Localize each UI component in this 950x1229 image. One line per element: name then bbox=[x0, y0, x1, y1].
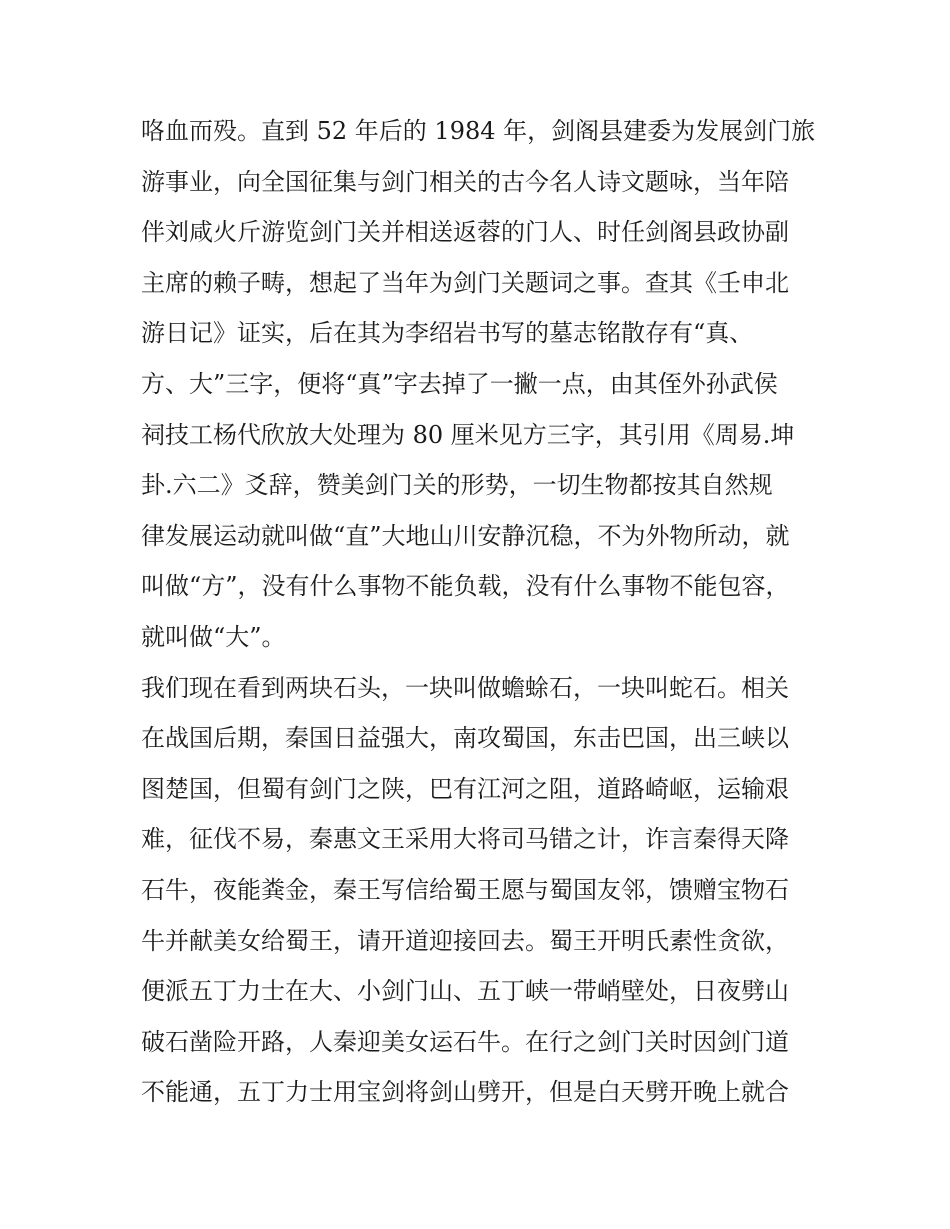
text-line-15: 难，征伐不易，秦惠文王采用大将司马错之计，诈言秦得天降 bbox=[141, 825, 789, 854]
text-line-13: 在战国后期，秦国日益强大，南攻蜀国，东击巴国，出三峡以 bbox=[141, 724, 789, 753]
text-line-10: 叫做“方”，没有什么事物不能负载，没有什么事物不能包容， bbox=[141, 572, 790, 601]
text-line-1: 咯血而殁。直到 52 年后的 1984 年，剑阁县建委为发展剑门旅 bbox=[141, 117, 816, 145]
text-line-19: 破石凿险开路，人秦迎美女运石牛。在行之剑门关时因剑门道 bbox=[141, 1027, 789, 1056]
text-line-18: 便派五丁力士在大、小剑门山、五丁峡一带峭壁处，日夜劈山 bbox=[141, 977, 789, 1006]
text-line-17: 牛并献美女给蜀王，请开道迎接回去。蜀王开明氏素性贪欲， bbox=[141, 926, 789, 955]
text-line-12: 我们现在看到两块石头，一块叫做蟾蜍石，一块叫蛇石。相关 bbox=[141, 673, 789, 702]
text-line-20: 不能通，五丁力士用宝剑将剑山劈开，但是白天劈开晚上就合 bbox=[141, 1078, 789, 1107]
text-line-9: 律发展运动就叫做“直”大地山川安静沉稳，不为外物所动，就 bbox=[141, 521, 790, 550]
text-line-11: 就叫做“大”。 bbox=[141, 622, 286, 651]
text-line-2: 游事业，向全国征集与剑门相关的古今名人诗文题咏，当年陪 bbox=[141, 167, 789, 196]
text-line-14: 图楚国，但蜀有剑门之陕，巴有江河之阻，道路崎岖，运输艰 bbox=[141, 774, 789, 803]
text-line-6: 方、大”三字，便将“真”字去掉了一撇一点，由其侄外孙武侯 bbox=[141, 369, 778, 398]
text-line-3: 伴刘咸火斤游览剑门关并相送返蓉的门人、时任剑阁县政协副 bbox=[141, 218, 789, 247]
body-text bbox=[141, 106, 821, 1118]
text-line-8: 卦.六二》爻辞，赞美剑门关的形势，一切生物都按其自然规 bbox=[141, 471, 773, 500]
text-line-16: 石牛，夜能粪金，秦王写信给蜀王愿与蜀国友邻，馈赠宝物石 bbox=[141, 875, 789, 904]
text-line-4: 主席的赖子畴，想起了当年为剑门关题词之事。查其《壬申北 bbox=[141, 268, 789, 297]
text-line-5: 游日记》证实，后在其为李绍岩书写的墓志铭散存有“真、 bbox=[141, 319, 754, 348]
text-line-7: 祠技工杨代欣放大处理为 80 厘米见方三字，其引用《周易.坤 bbox=[141, 420, 795, 449]
